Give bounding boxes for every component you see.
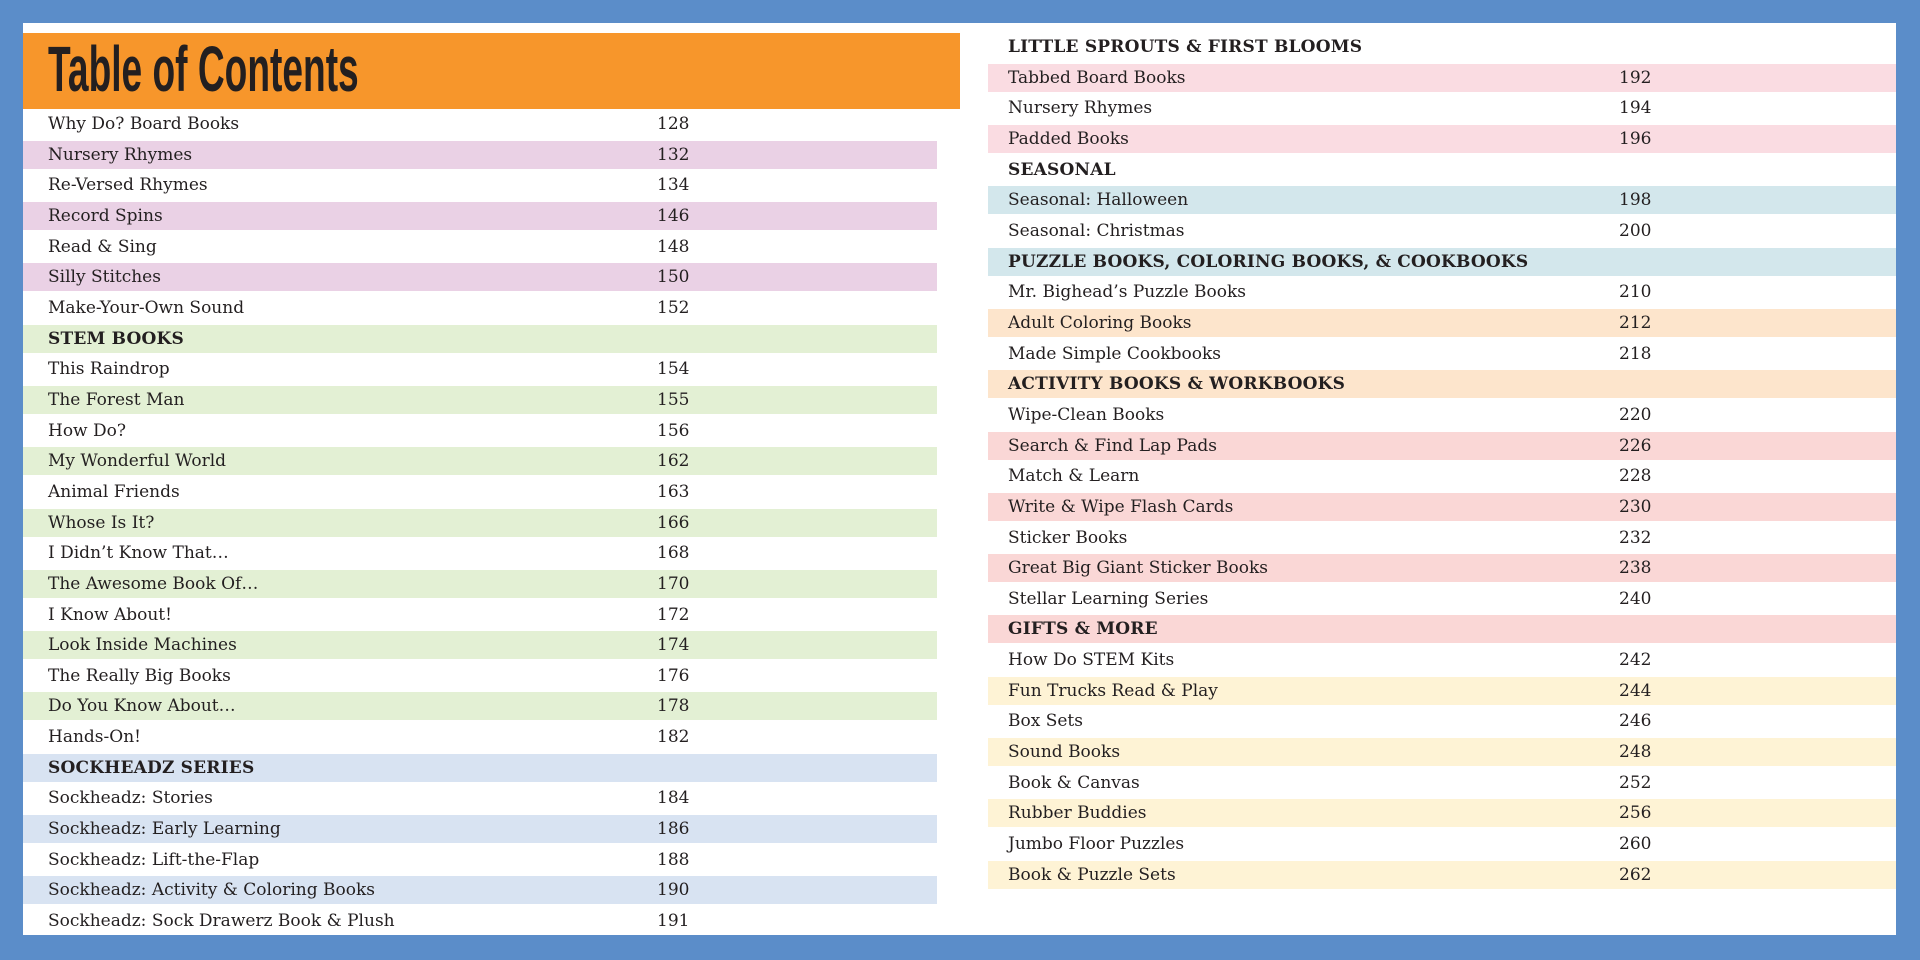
entry-title: Mr. Bighead’s Puzzle Books	[1008, 282, 1247, 303]
entry-page-number: 152	[657, 297, 690, 318]
entry-page-number: 132	[657, 144, 690, 165]
entry-title: The Really Big Books	[48, 665, 231, 686]
entry-page-number: 184	[657, 788, 690, 809]
section-title: SOCKHEADZ SERIES	[48, 757, 255, 778]
toc-entry	[23, 141, 937, 169]
entry-page-number: 242	[1619, 650, 1652, 671]
toc-entry	[988, 493, 1896, 521]
toc-entry	[23, 509, 937, 537]
entry-page-number: 256	[1619, 803, 1652, 824]
catalog-page	[23, 23, 1896, 935]
entry-page-number: 200	[1619, 220, 1652, 241]
entry-page-number: 186	[657, 819, 690, 840]
entry-title: Seasonal: Halloween	[1008, 190, 1189, 211]
toc-entry	[23, 202, 937, 230]
entry-title: Fun Trucks Read & Play	[1008, 680, 1218, 701]
entry-title: Box Sets	[1008, 711, 1083, 732]
entry-title: Do You Know About…	[48, 696, 236, 717]
title-bar	[23, 33, 960, 109]
toc-entry	[988, 646, 1896, 674]
toc-entry	[23, 539, 937, 567]
toc-section-header	[988, 33, 1896, 61]
section-title: LITTLE SPROUTS & FIRST BLOOMS	[1008, 37, 1363, 57]
entry-page-number: 192	[1619, 67, 1652, 88]
entry-page-number: 248	[1619, 742, 1652, 763]
entry-title: This Raindrop	[48, 359, 170, 380]
toc-entry	[23, 171, 937, 199]
toc-entry	[988, 309, 1896, 337]
entry-title: Seasonal: Christmas	[1008, 220, 1185, 241]
toc-entry	[988, 861, 1896, 889]
entry-page-number: 194	[1619, 98, 1652, 119]
entry-title: Wipe-Clean Books	[1008, 404, 1165, 425]
entry-title: Sockheadz: Early Learning	[48, 819, 281, 840]
entry-page-number: 228	[1619, 466, 1652, 487]
toc-left-column	[23, 110, 937, 938]
entry-title: Great Big Giant Sticker Books	[1008, 558, 1269, 579]
entry-title: The Awesome Book Of…	[48, 573, 259, 594]
entry-page-number: 148	[657, 236, 690, 257]
entry-title: The Forest Man	[48, 389, 185, 410]
entry-title: Sound Books	[1008, 742, 1121, 763]
entry-page-number: 232	[1619, 527, 1652, 548]
entry-title: Tabbed Board Books	[1008, 67, 1186, 88]
entry-title: Record Spins	[48, 205, 163, 226]
toc-entry	[23, 233, 937, 261]
entry-page-number: 166	[657, 512, 690, 533]
entry-page-number: 134	[657, 175, 690, 196]
entry-title: Sockheadz: Sock Drawerz Book & Plush	[48, 911, 395, 932]
entry-title: Book & Canvas	[1008, 772, 1140, 793]
section-title: STEM BOOKS	[48, 328, 184, 349]
section-title: GIFTS & MORE	[1008, 619, 1158, 640]
entry-title: Adult Coloring Books	[1008, 312, 1192, 333]
section-title: PUZZLE BOOKS, COLORING BOOKS, & COOKBOOKS	[1008, 251, 1529, 272]
entry-title: Match & Learn	[1008, 466, 1140, 487]
entry-page-number: 172	[657, 604, 690, 625]
entry-title: Make-Your-Own Sound	[48, 297, 245, 318]
entry-title: Jumbo Floor Puzzles	[1008, 834, 1185, 855]
entry-title: Whose Is It?	[48, 512, 155, 533]
toc-entry	[23, 907, 937, 935]
entry-page-number: 252	[1619, 772, 1652, 793]
toc-entry	[988, 432, 1896, 460]
entry-title: Silly Stitches	[48, 267, 161, 288]
toc-entry	[988, 677, 1896, 705]
entry-title: Write & Wipe Flash Cards	[1008, 496, 1234, 517]
toc-entry	[23, 846, 937, 874]
toc-section-header	[988, 370, 1896, 398]
entry-title: Stellar Learning Series	[1008, 588, 1209, 609]
entry-title: Sockheadz: Lift-the-Flap	[48, 849, 260, 870]
toc-entry	[988, 125, 1896, 153]
entry-title: Nursery Rhymes	[48, 144, 193, 165]
entry-title: Sticker Books	[1008, 527, 1128, 548]
entry-title: Animal Friends	[48, 481, 180, 502]
toc-entry	[988, 278, 1896, 306]
entry-page-number: 210	[1619, 282, 1652, 303]
toc-entry	[23, 294, 937, 322]
entry-page-number: 174	[657, 635, 690, 656]
entry-title: How Do?	[48, 420, 126, 441]
entry-page-number: 212	[1619, 312, 1652, 333]
entry-page-number: 156	[657, 420, 690, 441]
entry-page-number: 230	[1619, 496, 1652, 517]
toc-section-header	[23, 325, 937, 353]
entry-page-number: 226	[1619, 435, 1652, 456]
entry-title: Padded Books	[1008, 128, 1129, 149]
entry-title: Why Do? Board Books	[48, 114, 240, 134]
toc-entry	[23, 570, 937, 598]
entry-page-number: 220	[1619, 404, 1652, 425]
entry-page-number: 150	[657, 267, 690, 288]
toc-entry	[988, 830, 1896, 858]
toc-entry	[23, 417, 937, 445]
toc-section-header	[988, 615, 1896, 643]
entry-page-number: 260	[1619, 834, 1652, 855]
entry-title: Book & Puzzle Sets	[1008, 864, 1176, 885]
entry-page-number: 170	[657, 573, 690, 594]
entry-title: Sockheadz: Stories	[48, 788, 213, 809]
entry-page-number: 238	[1619, 558, 1652, 579]
entry-title: Re-Versed Rhymes	[48, 175, 208, 196]
toc-entry	[988, 340, 1896, 368]
entry-page-number: 155	[657, 389, 690, 410]
toc-entry	[988, 738, 1896, 766]
entry-page-number: 168	[657, 543, 690, 564]
page-title: Table of Contents	[48, 33, 359, 105]
entry-title: Sockheadz: Activity & Coloring Books	[48, 880, 376, 901]
toc-entry	[23, 447, 937, 475]
toc-entry	[23, 263, 937, 291]
entry-page-number: 198	[1619, 190, 1652, 211]
entry-page-number: 163	[657, 481, 690, 502]
entry-title: Read & Sing	[48, 236, 157, 257]
entry-page-number: 178	[657, 696, 690, 717]
entry-page-number: 176	[657, 665, 690, 686]
toc-entry	[988, 462, 1896, 490]
entry-title: Search & Find Lap Pads	[1008, 435, 1217, 456]
toc-entry	[23, 631, 937, 659]
toc-entry	[988, 585, 1896, 613]
toc-entry	[23, 386, 937, 414]
section-title: ACTIVITY BOOKS & WORKBOOKS	[1008, 374, 1346, 395]
entry-page-number: 244	[1619, 680, 1652, 701]
entry-page-number: 246	[1619, 711, 1652, 732]
toc-entry	[23, 876, 937, 904]
toc-entry	[988, 799, 1896, 827]
entry-page-number: 182	[657, 727, 690, 748]
toc-entry	[988, 64, 1896, 92]
toc-section-header	[23, 754, 937, 782]
entry-title: Hands-On!	[48, 727, 141, 748]
toc-section-header	[988, 248, 1896, 276]
toc-entry	[23, 110, 937, 138]
toc-entry	[23, 478, 937, 506]
entry-title: Look Inside Machines	[48, 635, 237, 656]
toc-section-header	[988, 156, 1896, 184]
entry-page-number: 188	[657, 849, 690, 870]
entry-page-number: 191	[657, 911, 690, 932]
toc-entry	[23, 723, 937, 751]
toc-entry	[988, 769, 1896, 797]
entry-page-number: 190	[657, 880, 690, 901]
toc-entry	[988, 707, 1896, 735]
entry-title: Nursery Rhymes	[1008, 98, 1153, 119]
toc-entry	[988, 217, 1896, 245]
entry-title: My Wonderful World	[48, 451, 227, 472]
toc-entry	[988, 554, 1896, 582]
section-title: SEASONAL	[1008, 159, 1116, 180]
toc-entry	[988, 524, 1896, 552]
entry-page-number: 128	[657, 114, 690, 134]
entry-title: I Know About!	[48, 604, 172, 625]
toc-entry	[23, 355, 937, 383]
entry-page-number: 240	[1619, 588, 1652, 609]
entry-title: How Do STEM Kits	[1008, 650, 1175, 671]
toc-entry	[988, 94, 1896, 122]
toc-entry	[23, 692, 937, 720]
entry-page-number: 146	[657, 205, 690, 226]
entry-page-number: 218	[1619, 343, 1652, 364]
toc-entry	[988, 186, 1896, 214]
toc-entry	[23, 601, 937, 629]
entry-title: I Didn’t Know That…	[48, 543, 229, 564]
entry-page-number: 154	[657, 359, 690, 380]
entry-page-number: 162	[657, 451, 690, 472]
toc-entry	[23, 662, 937, 690]
toc-entry	[988, 401, 1896, 429]
toc-entry	[23, 815, 937, 843]
entry-title: Rubber Buddies	[1008, 803, 1147, 824]
toc-right-column	[988, 33, 1896, 891]
entry-page-number: 262	[1619, 864, 1652, 885]
entry-title: Made Simple Cookbooks	[1008, 343, 1222, 364]
toc-entry	[23, 784, 937, 812]
entry-page-number: 196	[1619, 128, 1652, 149]
